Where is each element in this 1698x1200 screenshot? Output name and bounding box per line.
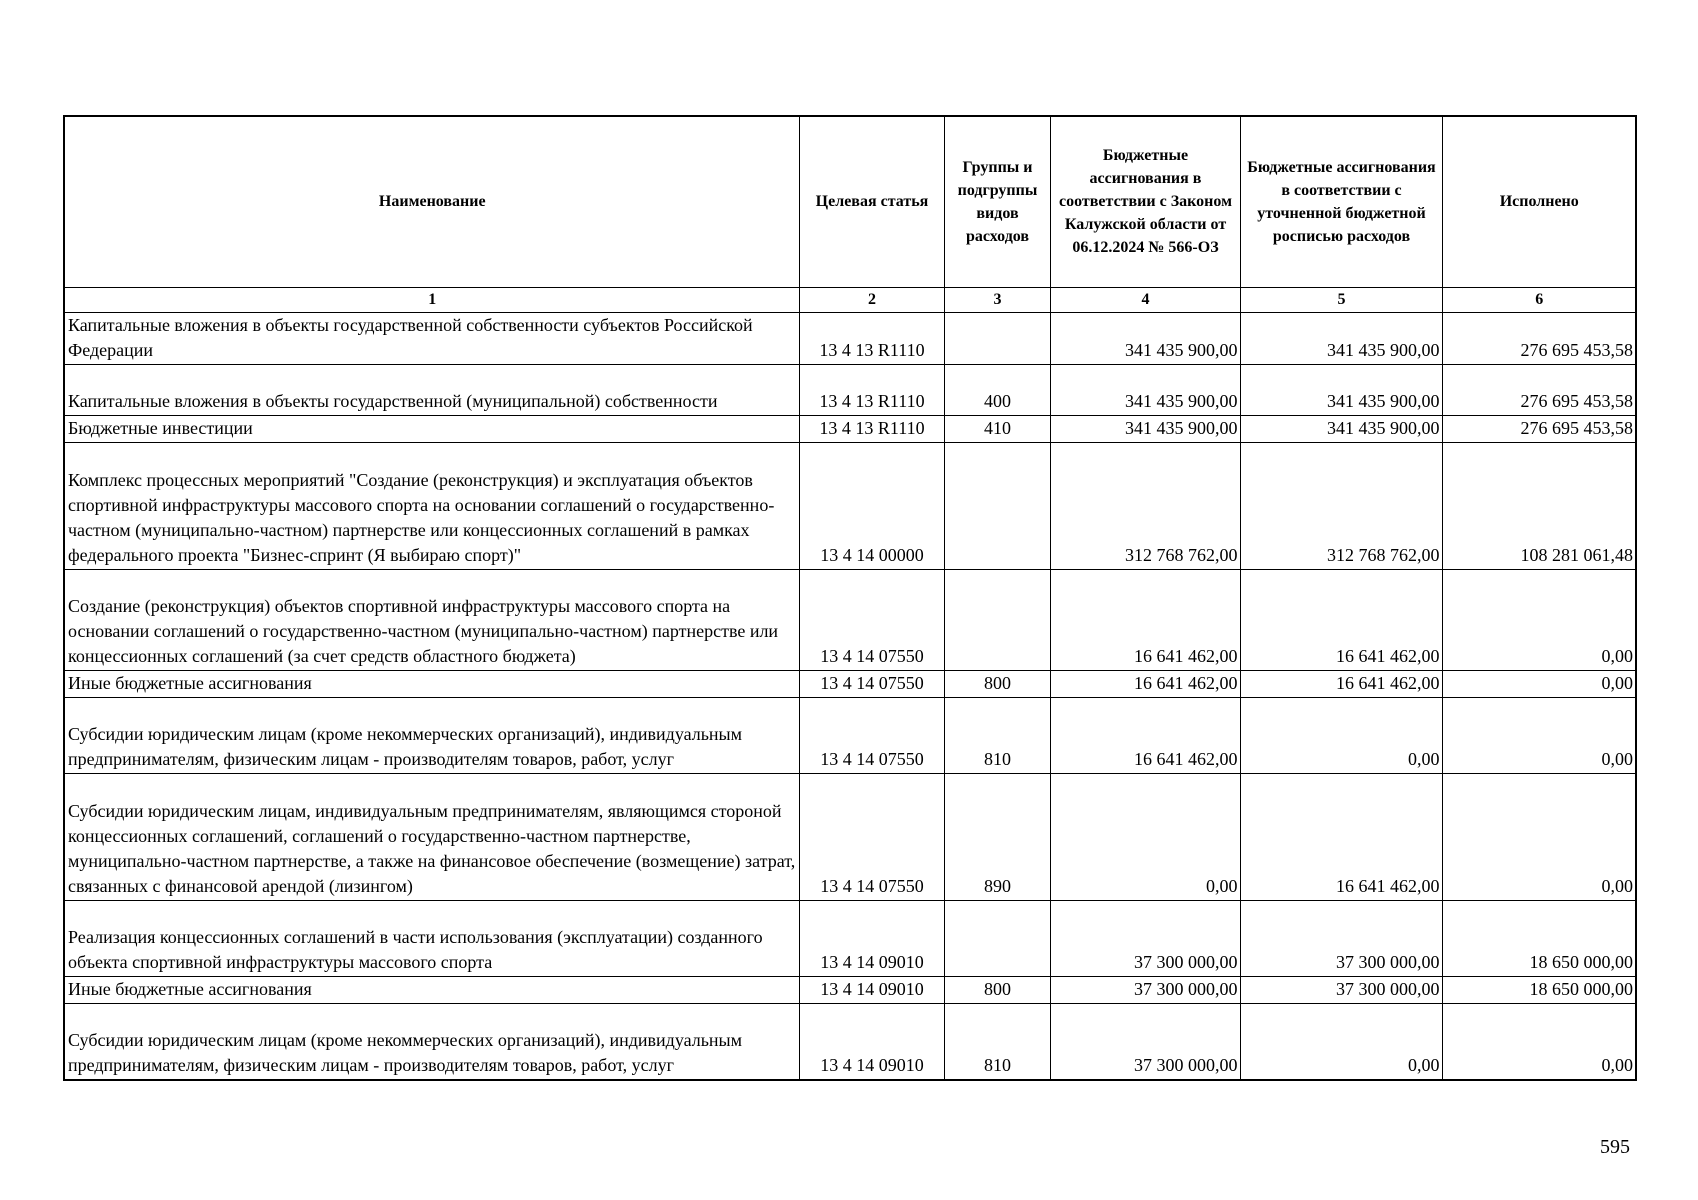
table-row	[64, 570, 1636, 671]
row-executed-amount: 18 650 000,00	[1442, 977, 1636, 1004]
table-row	[64, 443, 1636, 570]
table-row	[64, 313, 1636, 365]
row-executed-amount: 276 695 453,58	[1442, 313, 1636, 365]
row-expense-group: 810	[944, 1004, 1050, 1080]
row-executed-amount: 18 650 000,00	[1442, 901, 1636, 977]
row-expense-group: 410	[944, 416, 1050, 443]
row-expense-group	[944, 443, 1050, 570]
row-refined-amount: 16 641 462,00	[1240, 774, 1442, 901]
header-row	[64, 116, 1636, 288]
row-executed-amount: 0,00	[1442, 671, 1636, 698]
row-law-amount: 341 435 900,00	[1050, 416, 1240, 443]
row-name: Субсидии юридическим лицам (кроме некоммерческих организаций), индивидуальным предпринимателям, физическим лицам - производителям товаров, работ, услуг	[64, 698, 799, 774]
header-expense-group: Группы и подгруппы видов расходов	[944, 116, 1050, 288]
row-refined-amount: 0,00	[1240, 698, 1442, 774]
row-executed-amount: 0,00	[1442, 774, 1636, 901]
row-expense-group	[944, 570, 1050, 671]
row-expense-group	[944, 313, 1050, 365]
row-law-amount: 37 300 000,00	[1050, 901, 1240, 977]
row-target-code: 13 4 14 09010	[799, 1004, 944, 1080]
row-name: Бюджетные инвестиции	[64, 416, 799, 443]
header-name: Наименование	[64, 116, 799, 288]
table-row	[64, 1004, 1636, 1080]
row-target-code: 13 4 13 R1110	[799, 365, 944, 416]
row-expense-group: 800	[944, 977, 1050, 1004]
row-law-amount: 37 300 000,00	[1050, 977, 1240, 1004]
column-number: 4	[1050, 288, 1240, 313]
row-law-amount: 37 300 000,00	[1050, 1004, 1240, 1080]
row-refined-amount: 312 768 762,00	[1240, 443, 1442, 570]
header-refined-allocations: Бюджетные ассигнования в соответствии с уточненной бюджетной росписью расходов	[1240, 116, 1442, 288]
row-refined-amount: 16 641 462,00	[1240, 570, 1442, 671]
row-law-amount: 16 641 462,00	[1050, 698, 1240, 774]
row-law-amount: 16 641 462,00	[1050, 570, 1240, 671]
header-executed: Исполнено	[1442, 116, 1636, 288]
row-name: Субсидии юридическим лицам, индивидуальным предпринимателям, являющимся стороной концессионных соглашений, соглашений о государственно-частном партнерстве, муниципально-частном партнерстве, а также на финансовое обеспечение (возмещение) затрат, связанных с финансовой арендой (лизингом)	[64, 774, 799, 901]
row-target-code: 13 4 14 00000	[799, 443, 944, 570]
row-target-code: 13 4 13 R1110	[799, 313, 944, 365]
row-executed-amount: 108 281 061,48	[1442, 443, 1636, 570]
row-executed-amount: 0,00	[1442, 1004, 1636, 1080]
column-number: 3	[944, 288, 1050, 313]
row-target-code: 13 4 14 07550	[799, 774, 944, 901]
row-refined-amount: 341 435 900,00	[1240, 313, 1442, 365]
budget-table	[63, 115, 1637, 1081]
row-refined-amount: 16 641 462,00	[1240, 671, 1442, 698]
row-refined-amount: 341 435 900,00	[1240, 416, 1442, 443]
row-refined-amount: 37 300 000,00	[1240, 977, 1442, 1004]
row-name: Иные бюджетные ассигнования	[64, 671, 799, 698]
column-number: 5	[1240, 288, 1442, 313]
row-name: Капитальные вложения в объекты государственной (муниципальной) собственности	[64, 365, 799, 416]
header-target-article: Целевая статья	[799, 116, 944, 288]
row-target-code: 13 4 14 09010	[799, 901, 944, 977]
row-refined-amount: 0,00	[1240, 1004, 1442, 1080]
header-law-allocations: Бюджетные ассигнования в соответствии с Законом Калужской области от 06.12.2024 № 566-ОЗ	[1050, 116, 1240, 288]
row-law-amount: 0,00	[1050, 774, 1240, 901]
row-executed-amount: 0,00	[1442, 698, 1636, 774]
row-law-amount: 16 641 462,00	[1050, 671, 1240, 698]
table-row	[64, 365, 1636, 416]
row-target-code: 13 4 14 09010	[799, 977, 944, 1004]
row-target-code: 13 4 13 R1110	[799, 416, 944, 443]
table-row	[64, 977, 1636, 1004]
page-number: 595	[1600, 1136, 1630, 1158]
row-name: Капитальные вложения в объекты государственной собственности субъектов Российской Федерации	[64, 313, 799, 365]
table-row	[64, 416, 1636, 443]
row-name: Комплекс процессных мероприятий "Создание (реконструкция) и эксплуатация объектов спортивной инфраструктуры массового спорта на основании соглашений о государственно-частном (муниципально-частном) партнерстве или концессионных соглашений в рамках федерального проекта "Бизнес-спринт (Я выбираю спорт)"	[64, 443, 799, 570]
row-law-amount: 341 435 900,00	[1050, 365, 1240, 416]
row-name: Создание (реконструкция) объектов спортивной инфраструктуры массового спорта на основании соглашений о государственно-частном (муниципально-частном) партнерстве или концессионных соглашений (за счет средств областного бюджета)	[64, 570, 799, 671]
row-target-code: 13 4 14 07550	[799, 570, 944, 671]
row-law-amount: 341 435 900,00	[1050, 313, 1240, 365]
row-executed-amount: 276 695 453,58	[1442, 365, 1636, 416]
row-expense-group: 400	[944, 365, 1050, 416]
row-refined-amount: 341 435 900,00	[1240, 365, 1442, 416]
row-expense-group: 810	[944, 698, 1050, 774]
column-number: 2	[799, 288, 944, 313]
row-refined-amount: 37 300 000,00	[1240, 901, 1442, 977]
row-expense-group: 890	[944, 774, 1050, 901]
row-executed-amount: 0,00	[1442, 570, 1636, 671]
table-row	[64, 774, 1636, 901]
row-target-code: 13 4 14 07550	[799, 671, 944, 698]
column-number: 1	[64, 288, 799, 313]
row-law-amount: 312 768 762,00	[1050, 443, 1240, 570]
row-name: Реализация концессионных соглашений в части использования (эксплуатации) созданного объекта спортивной инфраструктуры массового спорта	[64, 901, 799, 977]
row-executed-amount: 276 695 453,58	[1442, 416, 1636, 443]
column-number: 6	[1442, 288, 1636, 313]
row-target-code: 13 4 14 07550	[799, 698, 944, 774]
row-expense-group: 800	[944, 671, 1050, 698]
row-name: Субсидии юридическим лицам (кроме некоммерческих организаций), индивидуальным предпринимателям, физическим лицам - производителям товаров, работ, услуг	[64, 1004, 799, 1080]
row-expense-group	[944, 901, 1050, 977]
row-name: Иные бюджетные ассигнования	[64, 977, 799, 1004]
table-row	[64, 901, 1636, 977]
table-row	[64, 671, 1636, 698]
column-number-row	[64, 288, 1636, 313]
table-row	[64, 698, 1636, 774]
